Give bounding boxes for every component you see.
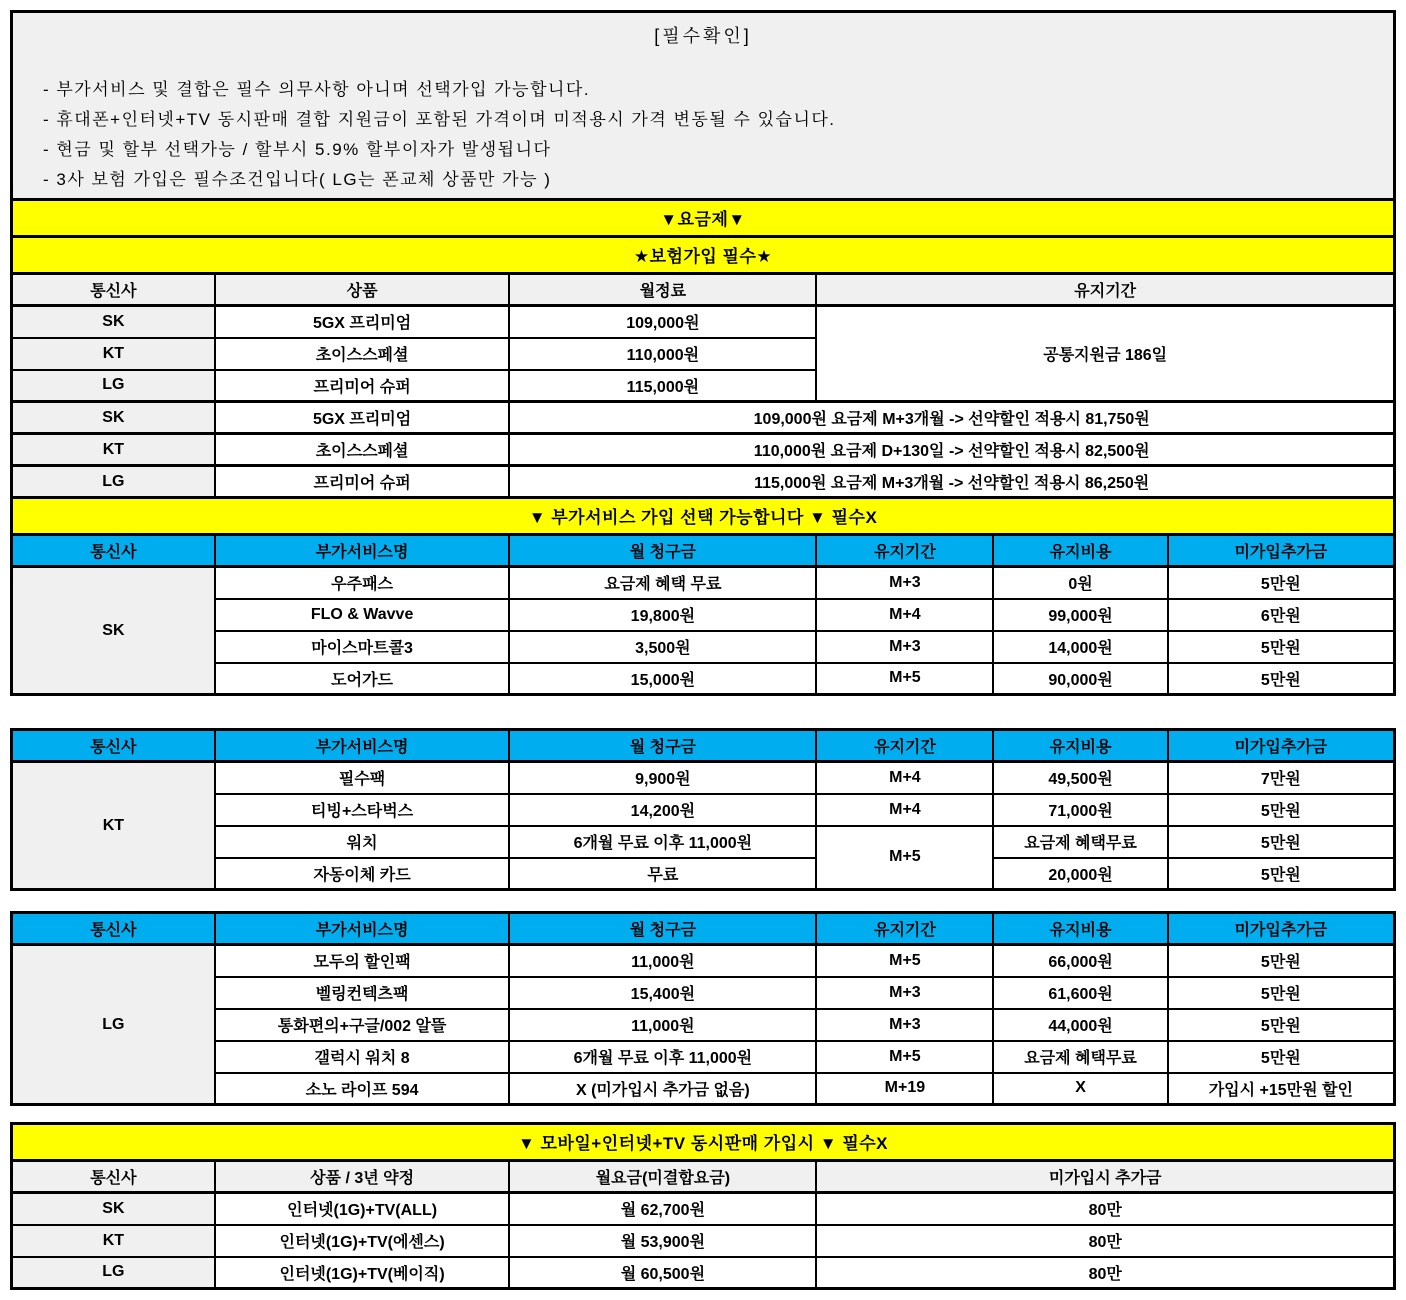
addon-name-cell: 자동이체 카드 <box>215 858 510 890</box>
addon-name-cell: 통화편의+구글/002 알뜰 <box>215 1009 510 1041</box>
banner-bundle: ▼ 모바일+인터넷+TV 동시판매 가입시 ▼ 필수X <box>10 1122 1396 1162</box>
charge-cell: X (미가입시 추가금 없음) <box>509 1073 816 1105</box>
column-header-maintain-cost: 유지비용 <box>993 730 1167 762</box>
penalty-cell: 5만원 <box>1168 1041 1395 1073</box>
carrier-cell: SK <box>12 402 215 434</box>
product-cell: 5GX 프리미엄 <box>215 306 510 338</box>
column-header-monthly-fee: 월정료 <box>509 274 816 306</box>
addon-name-cell: 필수팩 <box>215 762 510 794</box>
notice-title: [필수확인] <box>654 26 752 46</box>
charge-cell: 3,500원 <box>509 631 816 663</box>
pricing-header-row <box>12 274 1395 306</box>
column-header-nonjoin-penalty: 미가입추가금 <box>1168 535 1395 567</box>
pricing-table <box>10 272 1396 499</box>
charge-cell: 6개월 무료 이후 11,000원 <box>509 826 816 858</box>
cost-cell: 71,000원 <box>993 794 1167 826</box>
cost-cell: 61,600원 <box>993 977 1167 1009</box>
carrier-cell: KT <box>12 1225 215 1257</box>
carrier-cell: KT <box>12 338 215 370</box>
product-cell: 인터넷(1G)+TV(에센스) <box>215 1225 510 1257</box>
cost-cell: X <box>993 1073 1167 1105</box>
discount-row <box>12 466 1395 498</box>
table-row <box>12 977 1395 1009</box>
fee-cell: 월 62,700원 <box>509 1193 816 1225</box>
addon-name-cell: 도어가드 <box>215 663 510 695</box>
period-cell: M+5 <box>816 1041 993 1073</box>
table-row <box>12 306 1395 338</box>
cost-cell: 44,000원 <box>993 1009 1167 1041</box>
carrier-cell: SK <box>12 567 215 695</box>
column-header-maintain-cost: 유지비용 <box>993 535 1167 567</box>
penalty-cell: 6만원 <box>1168 599 1395 631</box>
bundle-table <box>10 1159 1396 1290</box>
fee-cell: 115,000원 <box>509 370 816 402</box>
period-cell: M+5 <box>816 826 993 890</box>
penalty-cell: 5만원 <box>1168 663 1395 695</box>
penalty-cell: 5만원 <box>1168 567 1395 599</box>
period-cell: M+4 <box>816 599 993 631</box>
column-header-monthly-charge: 월 청구금 <box>509 730 816 762</box>
table-row <box>12 1009 1395 1041</box>
addon-name-cell: 티빙+스타벅스 <box>215 794 510 826</box>
carrier-cell: LG <box>12 466 215 498</box>
column-header-maintain-period: 유지기간 <box>816 913 993 945</box>
kt-addon-table <box>10 728 1396 891</box>
lg-addon-table <box>10 911 1396 1106</box>
column-header-monthly-fee: 월요금(미결합요금) <box>509 1161 816 1193</box>
penalty-cell: 5만원 <box>1168 794 1395 826</box>
table-row <box>12 762 1395 794</box>
carrier-cell: LG <box>12 370 215 402</box>
addon-name-cell: 워치 <box>215 826 510 858</box>
fee-cell: 110,000원 <box>509 338 816 370</box>
period-cell: M+3 <box>816 567 993 599</box>
charge-cell: 11,000원 <box>509 945 816 977</box>
table-row <box>12 599 1395 631</box>
column-header-maintain-cost: 유지비용 <box>993 913 1167 945</box>
notice-bullet: - 현금 및 할부 선택가능 / 할부시 5.9% 할부이자가 발생됩니다 <box>43 140 552 159</box>
addon-name-cell: 소노 라이프 594 <box>215 1073 510 1105</box>
addon-name-cell: 갤럭시 워치 8 <box>215 1041 510 1073</box>
charge-cell: 19,800원 <box>509 599 816 631</box>
product-cell: 인터넷(1G)+TV(ALL) <box>215 1193 510 1225</box>
period-cell: M+5 <box>816 945 993 977</box>
carrier-cell: KT <box>12 762 215 890</box>
cost-cell: 요금제 혜택무료 <box>993 826 1167 858</box>
carrier-cell: KT <box>12 434 215 466</box>
addon-name-cell: 우주패스 <box>215 567 510 599</box>
cost-cell: 99,000원 <box>993 599 1167 631</box>
penalty-cell: 80만 <box>816 1225 1394 1257</box>
column-header-carrier: 통신사 <box>12 913 215 945</box>
cost-cell: 90,000원 <box>993 663 1167 695</box>
banner-pricing: ▼요금제▼ <box>10 198 1396 238</box>
carrier-cell: SK <box>12 306 215 338</box>
addon-header-row <box>12 913 1395 945</box>
cost-cell: 0원 <box>993 567 1167 599</box>
charge-cell: 15,000원 <box>509 663 816 695</box>
charge-cell: 14,200원 <box>509 794 816 826</box>
period-cell: M+3 <box>816 977 993 1009</box>
notice-bullet: - 부가서비스 및 결합은 필수 의무사항 아니며 선택가입 가능합니다. <box>43 80 591 99</box>
notice-bullet: - 3사 보험 가입은 필수조건입니다( LG는 폰교체 상품만 가능 ) <box>43 170 552 189</box>
fee-cell: 월 60,500원 <box>509 1257 816 1289</box>
column-header-product-contract: 상품 / 3년 약정 <box>215 1161 510 1193</box>
table-row <box>12 1073 1395 1105</box>
discount-detail-cell: 115,000원 요금제 M+3개월 -> 선약할인 적용시 86,250원 <box>509 466 1394 498</box>
carrier-cell: SK <box>12 1193 215 1225</box>
penalty-cell: 5만원 <box>1168 977 1395 1009</box>
column-header-monthly-charge: 월 청구금 <box>509 913 816 945</box>
charge-cell: 11,000원 <box>509 1009 816 1041</box>
charge-cell: 무료 <box>509 858 816 890</box>
addon-header-row <box>12 730 1395 762</box>
penalty-cell: 80만 <box>816 1257 1394 1289</box>
column-header-maintain-period: 유지기간 <box>816 535 993 567</box>
table-row <box>12 826 1395 858</box>
table-row <box>12 945 1395 977</box>
addon-name-cell: 벨링컨텍츠팩 <box>215 977 510 1009</box>
table-row <box>12 631 1395 663</box>
penalty-cell: 5만원 <box>1168 858 1395 890</box>
discount-detail-cell: 109,000원 요금제 M+3개월 -> 선약할인 적용시 81,750원 <box>509 402 1394 434</box>
sk-addon-table <box>10 533 1396 696</box>
column-header-monthly-charge: 월 청구금 <box>509 535 816 567</box>
column-header-addon-name: 부가서비스명 <box>215 913 510 945</box>
addon-header-row <box>12 535 1395 567</box>
bundle-header-row <box>12 1161 1395 1193</box>
fee-cell: 월 53,900원 <box>509 1225 816 1257</box>
penalty-cell: 7만원 <box>1168 762 1395 794</box>
penalty-cell: 5만원 <box>1168 945 1395 977</box>
banner-addon-optional: ▼ 부가서비스 가입 선택 가능합니다 ▼ 필수X <box>10 496 1396 536</box>
period-cell: M+5 <box>816 663 993 695</box>
table-row <box>12 1041 1395 1073</box>
cost-cell: 요금제 혜택무료 <box>993 1041 1167 1073</box>
column-header-nonjoin-penalty: 미가입시 추가금 <box>816 1161 1394 1193</box>
column-header-carrier: 통신사 <box>12 730 215 762</box>
table-row <box>12 794 1395 826</box>
product-cell: 5GX 프리미엄 <box>215 402 510 434</box>
penalty-cell: 80만 <box>816 1193 1394 1225</box>
period-cell: M+3 <box>816 631 993 663</box>
charge-cell: 15,400원 <box>509 977 816 1009</box>
maintain-note-cell: 공통지원금 186일 <box>816 306 1394 402</box>
product-cell: 프리미어 슈퍼 <box>215 370 510 402</box>
period-cell: M+3 <box>816 1009 993 1041</box>
penalty-cell: 5만원 <box>1168 1009 1395 1041</box>
notice-bullet: - 휴대폰+인터넷+TV 동시판매 결합 지원금이 포함된 가격이며 미적용시 가격 변동될 수 있습니다. <box>43 110 836 129</box>
discount-row <box>12 402 1395 434</box>
cost-cell: 66,000원 <box>993 945 1167 977</box>
column-header-carrier: 통신사 <box>12 1161 215 1193</box>
penalty-cell: 가입시 +15만원 할인 <box>1168 1073 1395 1105</box>
table-row <box>12 567 1395 599</box>
table-row <box>12 1193 1395 1225</box>
column-header-addon-name: 부가서비스명 <box>215 535 510 567</box>
column-header-carrier: 통신사 <box>12 535 215 567</box>
banner-insurance-required: ★보험가입 필수★ <box>10 235 1396 275</box>
table-row <box>12 1225 1395 1257</box>
column-header-nonjoin-penalty: 미가입추가금 <box>1168 730 1395 762</box>
period-cell: M+4 <box>816 762 993 794</box>
discount-row <box>12 434 1395 466</box>
column-header-addon-name: 부가서비스명 <box>215 730 510 762</box>
product-cell: 초이스스페셜 <box>215 338 510 370</box>
period-cell: M+4 <box>816 794 993 826</box>
column-header-maintain-period: 유지기간 <box>816 730 993 762</box>
cost-cell: 20,000원 <box>993 858 1167 890</box>
cost-cell: 49,500원 <box>993 762 1167 794</box>
notice-box <box>10 10 1396 201</box>
penalty-cell: 5만원 <box>1168 826 1395 858</box>
addon-name-cell: 마이스마트콜3 <box>215 631 510 663</box>
notice-bullet-list <box>13 75 1393 195</box>
charge-cell: 6개월 무료 이후 11,000원 <box>509 1041 816 1073</box>
table-row <box>12 663 1395 695</box>
addon-name-cell: 모두의 할인팩 <box>215 945 510 977</box>
table-row <box>12 1257 1395 1289</box>
charge-cell: 9,900원 <box>509 762 816 794</box>
period-cell: M+19 <box>816 1073 993 1105</box>
penalty-cell: 5만원 <box>1168 631 1395 663</box>
addon-name-cell: FLO & Wavve <box>215 599 510 631</box>
product-cell: 인터넷(1G)+TV(베이직) <box>215 1257 510 1289</box>
table-row <box>12 858 1395 890</box>
product-cell: 초이스스페셜 <box>215 434 510 466</box>
column-header-nonjoin-penalty: 미가입추가금 <box>1168 913 1395 945</box>
cost-cell: 14,000원 <box>993 631 1167 663</box>
discount-detail-cell: 110,000원 요금제 D+130일 -> 선약할인 적용시 82,500원 <box>509 434 1394 466</box>
charge-cell: 요금제 혜택 무료 <box>509 567 816 599</box>
product-cell: 프리미어 슈퍼 <box>215 466 510 498</box>
carrier-cell: LG <box>12 1257 215 1289</box>
column-header-carrier: 통신사 <box>12 274 215 306</box>
fee-cell: 109,000원 <box>509 306 816 338</box>
carrier-cell: LG <box>12 945 215 1105</box>
column-header-product: 상품 <box>215 274 510 306</box>
column-header-maintain-period: 유지기간 <box>816 274 1394 306</box>
